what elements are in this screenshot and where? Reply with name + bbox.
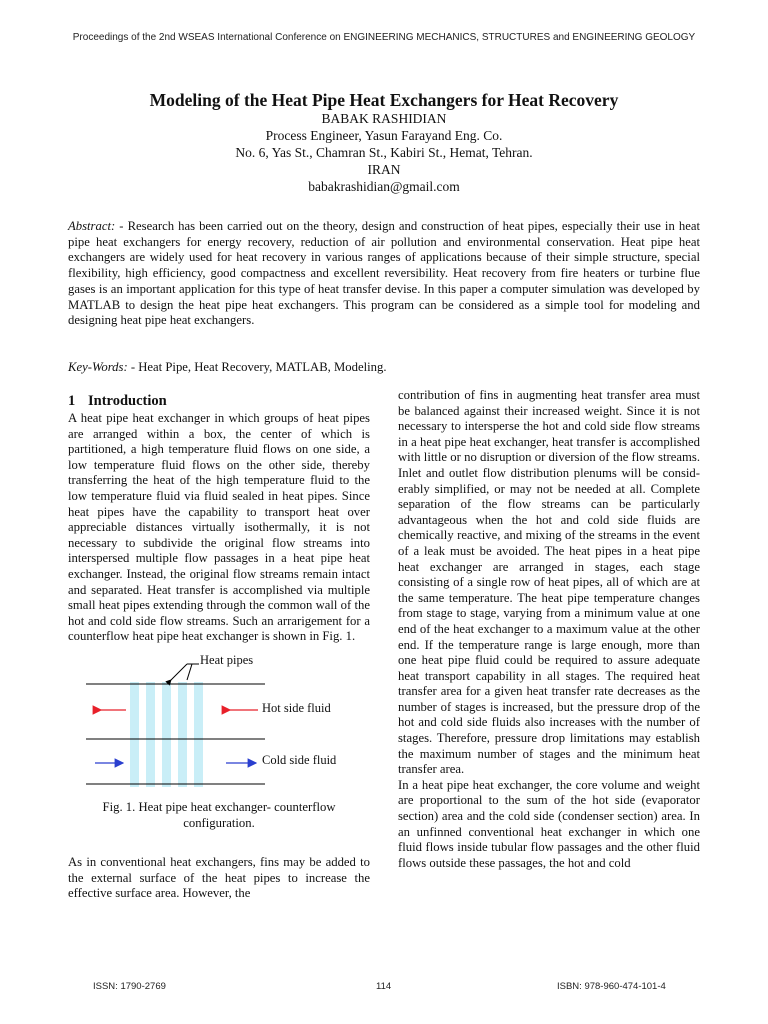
keywords <box>68 359 700 375</box>
keywords-label: Key-Words: <box>68 360 128 374</box>
heat-pipe <box>130 682 139 787</box>
intro-paragraph-1: A heat pipe heat exchanger in which groups of heat pipes are arranged within a box, the center of which is partitioned, a high temperature fluid flows on one side, a low temperature fluid flows on the other side, thereby transferring the heat of the high temperature fluid to the low temperature fluid via fluid sealed in heat pipes. Since heat pipes have the capability to transport heat over appreciable distances virtually isothermally, it is not necessary to subdivide the original flow streams into interspersed multiple flow passages in a heat pipe heat exchanger. Instead, the original flow streams remain intact and separated. Heat transfer is accomplished via multiple small heat pipes extending through the common wall of the hot and cold side flow streams. Such an arrarigement for a counterflow heat pipe heat exchanger is shown in Fig. 1. <box>68 411 370 644</box>
title-block <box>40 90 728 195</box>
footer-page-number: 114 <box>376 981 392 992</box>
author-email: babakrashidian@gmail.com <box>308 179 460 194</box>
pointer-line-2 <box>187 664 192 680</box>
running-head: Proceedings of the 2nd WSEAS International Conference on ENGINEERING MECHANICS, STRUCTURES and ENGINEERING GEOLOGY <box>72 32 696 43</box>
figure-1-diagram <box>68 652 370 795</box>
heat-pipe <box>194 682 203 787</box>
right-column <box>398 388 700 871</box>
abstract <box>68 219 700 329</box>
intro-paragraph-4: In a heat pipe heat exchanger, the core volume and weight are proportional to the sum of the hot side (evaporator section) area and the cold side (condenser section) area. In an unfinned conventional heat exchanger in which one fluid flows inside tubular flow passages and the other fluid flows outside these passages, the hot and cold <box>398 777 700 870</box>
heat-pipe <box>146 682 155 787</box>
author-name: BABAK RASHIDIAN <box>321 111 447 126</box>
heat-pipe-group <box>130 682 203 787</box>
intro-paragraph-2: As in conventional heat exchangers, fins may be added to the external surface of the heat pipes to increase the effective surface area. However, the <box>68 854 370 901</box>
section-heading <box>68 392 370 410</box>
intro-paragraph-3: contribution of fins in augmenting heat transfer area must be balanced against their increased weight. Since it is not necessary to intersperse the hot and cold side flow streams in a heat pipe heat exchanger, heat transfer is accomplished with little or no disruption or diversion of the flow streams. Inlet and outlet flow distribution plenums will be consid-erably simplified, or may not be needed at all. Complete separation of the flow streams can be particularly advantageous when the hot and cold side fluids are chemically reactive, and mixing of the streams in the event of a leak must be avoided. The heat pipes in a heat pipe heat exchanger are arranged in stages, each stage consisting of a single row of heat pipes, all of which are at the same temperature. The heat pipe temperature changes from stage to stage, varying from a minimum value at one end of the heat exchanger to a maximum value at the other end. If the temperature range is large enough, more than one heat pipe fluid could be required to assure adequate heat transport capability in all stages. The required heat transfer area for a given heat transfer rate decreases as the number of stages is increased, but the pressure drop of the hot and cold side fluids also increases with the number of stages. Therefore, pressure drop limitations may establish the maximum number of stages and the minimum heat transfer area. <box>398 388 700 777</box>
footer-issn: ISSN: 1790-2769 <box>93 981 166 992</box>
figure-1 <box>68 652 370 795</box>
label-hot-side-fluid: Hot side fluid <box>262 700 331 715</box>
author-affiliation: Process Engineer, Yasun Farayand Eng. Co. <box>265 128 503 143</box>
footer-isbn: ISBN: 978-960-474-101-4 <box>557 981 666 992</box>
pointer-line-1 <box>171 664 187 680</box>
heat-pipe <box>162 682 171 787</box>
abstract-text: - Research has been carried out on the theory, design and construction of heat pipes, especially their use in heat pipe heat exchangers for energy recovery, reduction of air pollution and environmental conservation. Heat pipe heat exchangers are widely used for heat recovery in various ranges of applications because of their simple structure, special flexibility, high efficiency, good compactness and excellent reversibility. Heat recovery from fire heaters or turbine flue gases is an important application for this type of heat transfer devise. In this paper a computer simulation was developed by MATLAB to design the heat pipe heat exchangers. This program can be considered as a simple tool for modeling and designing heat pipe heat exchangers. <box>68 219 700 328</box>
abstract-label: Abstract: <box>68 219 116 233</box>
figure-1-caption: Fig. 1. Heat pipe heat exchanger- counterflow configuration. <box>102 799 336 830</box>
section-title: Introduction <box>88 393 167 409</box>
keywords-text: - Heat Pipe, Heat Recovery, MATLAB, Modeling. <box>127 360 387 374</box>
author-country: IRAN <box>367 162 401 177</box>
label-heat-pipes: Heat pipes <box>200 652 254 667</box>
paper-title: Modeling of the Heat Pipe Heat Exchangers for Heat Recovery <box>149 90 619 110</box>
label-cold-side-fluid: Cold side fluid <box>262 752 337 767</box>
section-number: 1 <box>68 393 76 409</box>
author-address: No. 6, Yas St., Chamran St., Kabiri St., Hemat, Tehran. <box>235 145 533 160</box>
heat-pipe <box>178 682 187 787</box>
left-column <box>68 392 370 902</box>
